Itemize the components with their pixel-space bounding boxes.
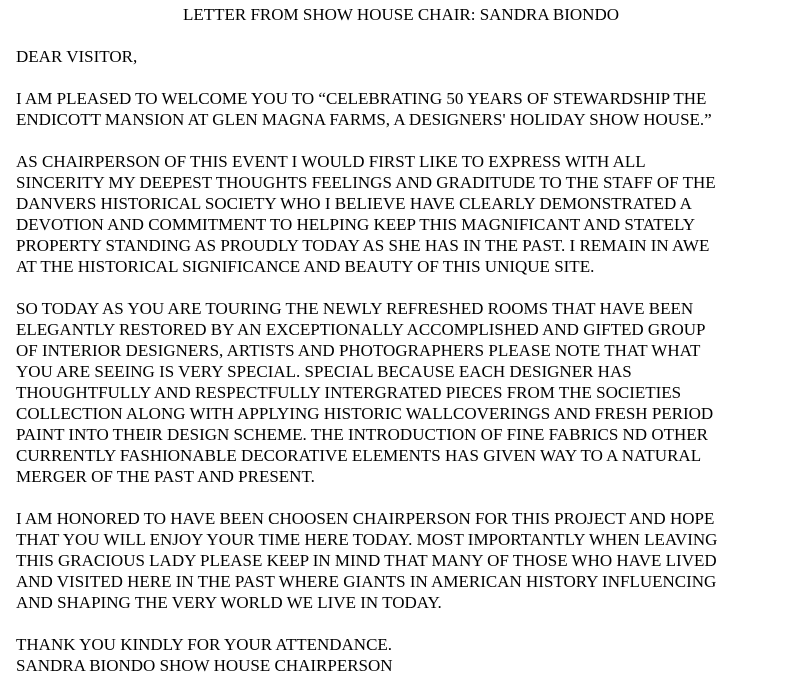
- salutation: DEAR VISITOR,: [16, 47, 138, 66]
- closing-line: THANK YOU KINDLY FOR YOUR ATTENDANCE.: [16, 635, 393, 654]
- text-line: ELEGANTLY RESTORED BY AN EXCEPTIONALLY ACCOMPLISHED AND GIFTED GROUP: [16, 320, 706, 339]
- paragraph-gratitude: [16, 151, 796, 277]
- text-line: OF INTERIOR DESIGNERS, ARTISTS AND PHOTOGRAPHERS PLEASE NOTE THAT WHAT: [16, 341, 701, 360]
- paragraph-touring: [16, 298, 796, 487]
- closing-block: [16, 634, 796, 676]
- text-line: CURRENTLY FASHIONABLE DECORATIVE ELEMENTS HAS GIVEN WAY TO A NATURAL: [16, 446, 702, 465]
- text-line: PROPERTY STANDING AS PROUDLY TODAY AS SHE HAS IN THE PAST. I REMAIN IN AWE: [16, 236, 710, 255]
- signature: SANDRA BIONDO SHOW HOUSE CHAIRPERSON: [16, 656, 393, 675]
- text-line: AT THE HISTORICAL SIGNIFICANCE AND BEAUTY OF THIS UNIQUE SITE.: [16, 257, 595, 276]
- letter-title: LETTER FROM SHOW HOUSE CHAIR: SANDRA BIONDO: [182, 5, 620, 24]
- text-line: ENDICOTT MANSION AT GLEN MAGNA FARMS, A DESIGNERS' HOLIDAY SHOW HOUSE.”: [16, 110, 712, 129]
- text-line: COLLECTION ALONG WITH APPLYING HISTORIC WALLCOVERINGS AND FRESH PERIOD: [16, 404, 714, 423]
- paragraph-honored: [16, 508, 796, 613]
- text-line: THIS GRACIOUS LADY PLEASE KEEP IN MIND THAT MANY OF THOSE WHO HAVE LIVED: [16, 551, 717, 570]
- text-line: AS CHAIRPERSON OF THIS EVENT I WOULD FIRST LIKE TO EXPRESS WITH ALL: [16, 152, 646, 171]
- text-line: AND SHAPING THE VERY WORLD WE LIVE IN TODAY.: [16, 593, 442, 612]
- text-line: SINCERITY MY DEEPEST THOUGHTS FEELINGS AND GRADITUDE TO THE STAFF OF THE: [16, 173, 716, 192]
- letter: [16, 4, 796, 676]
- text-line: THAT YOU WILL ENJOY YOUR TIME HERE TODAY. MOST IMPORTANTLY WHEN LEAVING: [16, 530, 718, 549]
- text-line: PAINT INTO THEIR DESIGN SCHEME. THE INTRODUCTION OF FINE FABRICS ND OTHER: [16, 425, 708, 444]
- text-line: DEVOTION AND COMMITMENT TO HELPING KEEP THIS MAGNIFICANT AND STATELY: [16, 215, 695, 234]
- paragraph-welcome: [16, 88, 796, 130]
- text-line: MERGER OF THE PAST AND PRESENT.: [16, 467, 315, 486]
- text-line: AND VISITED HERE IN THE PAST WHERE GIANTS IN AMERICAN HISTORY INFLUENCING: [16, 572, 717, 591]
- text-line: DANVERS HISTORICAL SOCIETY WHO I BELIEVE HAVE CLEARLY DEMONSTRATED A: [16, 194, 692, 213]
- text-line: YOU ARE SEEING IS VERY SPECIAL. SPECIAL BECAUSE EACH DESIGNER HAS: [16, 362, 632, 381]
- text-line: I AM HONORED TO HAVE BEEN CHOOSEN CHAIRPERSON FOR THIS PROJECT AND HOPE: [16, 509, 715, 528]
- text-line: THOUGHTFULLY AND RESPECTFULLY INTERGRATED PIECES FROM THE SOCIETIES: [16, 383, 682, 402]
- text-line: SO TODAY AS YOU ARE TOURING THE NEWLY REFRESHED ROOMS THAT HAVE BEEN: [16, 299, 694, 318]
- text-line: I AM PLEASED TO WELCOME YOU TO “CELEBRATING 50 YEARS OF STEWARDSHIP THE: [16, 89, 707, 108]
